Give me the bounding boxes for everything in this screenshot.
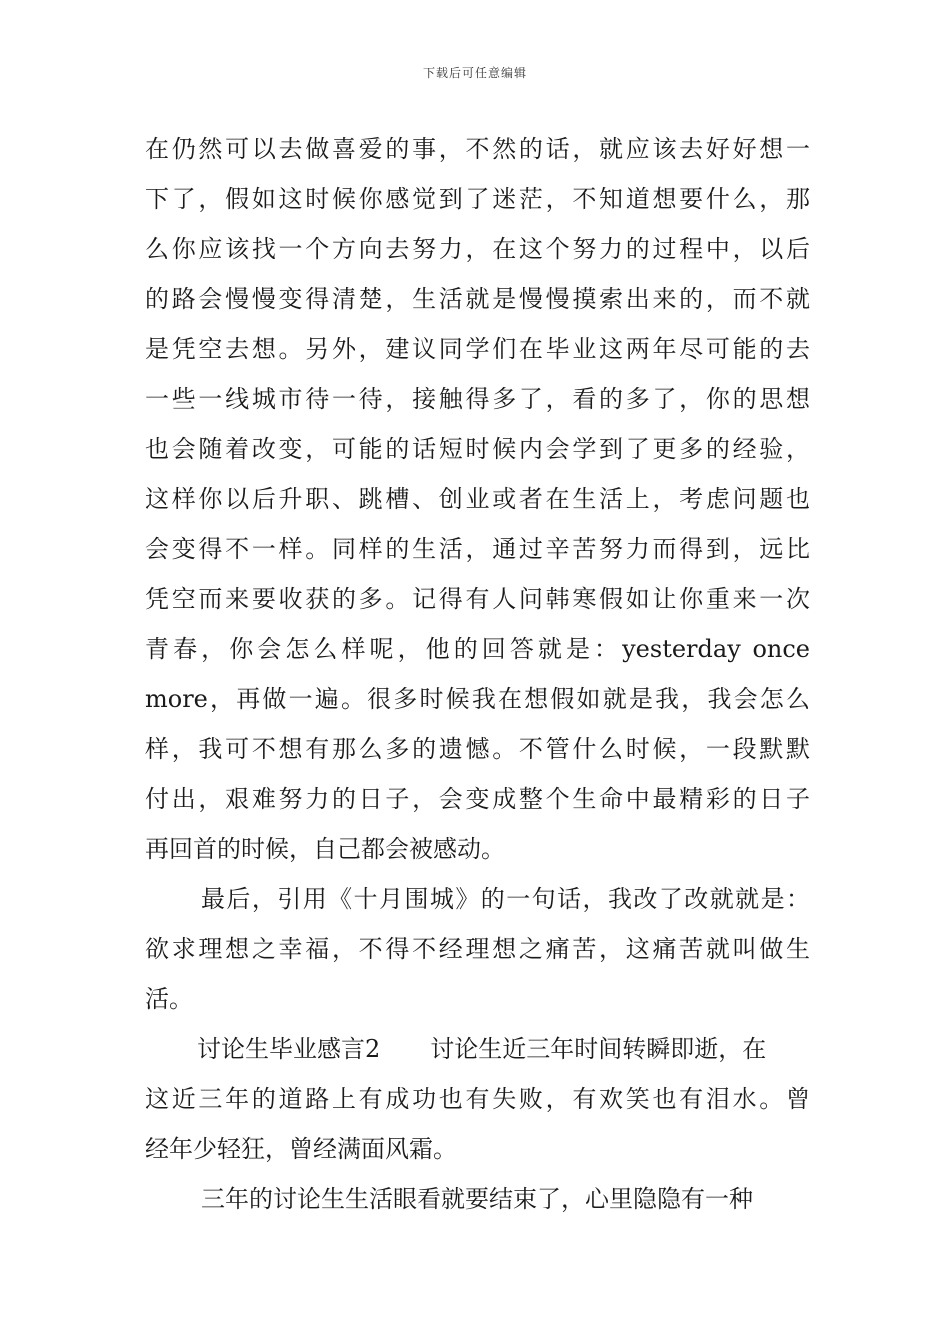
text-fragment: 讨论生近三年时间转瞬即逝，在 [430,1035,767,1063]
text-line [145,1024,810,1074]
text-line: 付出，艰难努力的日子，会变成整个生命中最精彩的日子 [145,785,810,813]
text-line: 会变得不一样。同样的生活，通过辛苦努力而得到，远比 [145,535,810,563]
document-body [145,124,810,1224]
text-line: 么你应该找一个方向去努力，在这个努力的过程中，以后 [145,235,810,263]
text-line: 三年的讨论生生活眼看就要结束了，心里隐隐有一种 [201,1185,753,1213]
text-line: 这样你以后升职、跳槽、创业或者在生活上，考虑问题也 [145,485,810,513]
text-line: 在仍然可以去做喜爱的事，不然的话，就应该去好好想一 [145,135,810,163]
text-line: 是凭空去想。另外，建议同学们在毕业这两年尽可能的去 [145,335,810,363]
paragraph-4 [145,1174,810,1224]
text-line: 也会随着改变，可能的话短时候内会学到了更多的经验， [145,435,810,463]
paragraph-3 [145,1024,810,1174]
text-line: 欲求理想之幸福，不得不经理想之痛苦，这痛苦就叫做生 [145,935,810,963]
text-line: 下了，假如这时候你感觉到了迷茫，不知道想要什么，那 [145,185,810,213]
text-line: 这近三年的道路上有成功也有失败，有欢笑也有泪水。曾 [145,1085,810,1113]
page-header: 下载后可任意编辑 [422,66,527,80]
text-line: 再回首的时候，自己都会被感动。 [145,835,505,863]
text-line: 样，我可不想有那么多的遗憾。不管什么时候，一段默默 [145,735,810,763]
text-line: 经年少轻狂，曾经满面风霜。 [145,1135,457,1163]
text-line: 青春，你会怎么样呢，他的回答就是：yesterday once [145,635,810,663]
section-heading: 讨论生毕业感言2 [197,1035,381,1063]
paragraph-1 [145,124,810,874]
text-line: 一些一线城市待一待，接触得多了，看的多了，你的思想 [145,385,810,413]
text-line: more，再做一遍。很多时候我在想假如就是我，我会怎么 [145,685,810,713]
text-line: 凭空而来要收获的多。记得有人问韩寒假如让你重来一次 [145,585,810,613]
paragraph-2 [145,874,810,1024]
text-line: 的路会慢慢变得清楚，生活就是慢慢摸索出来的，而不就 [145,285,810,313]
text-line: 活。 [145,985,193,1013]
text-line: 最后，引用《十月围城》的一句话，我改了改就就是： [201,885,810,913]
